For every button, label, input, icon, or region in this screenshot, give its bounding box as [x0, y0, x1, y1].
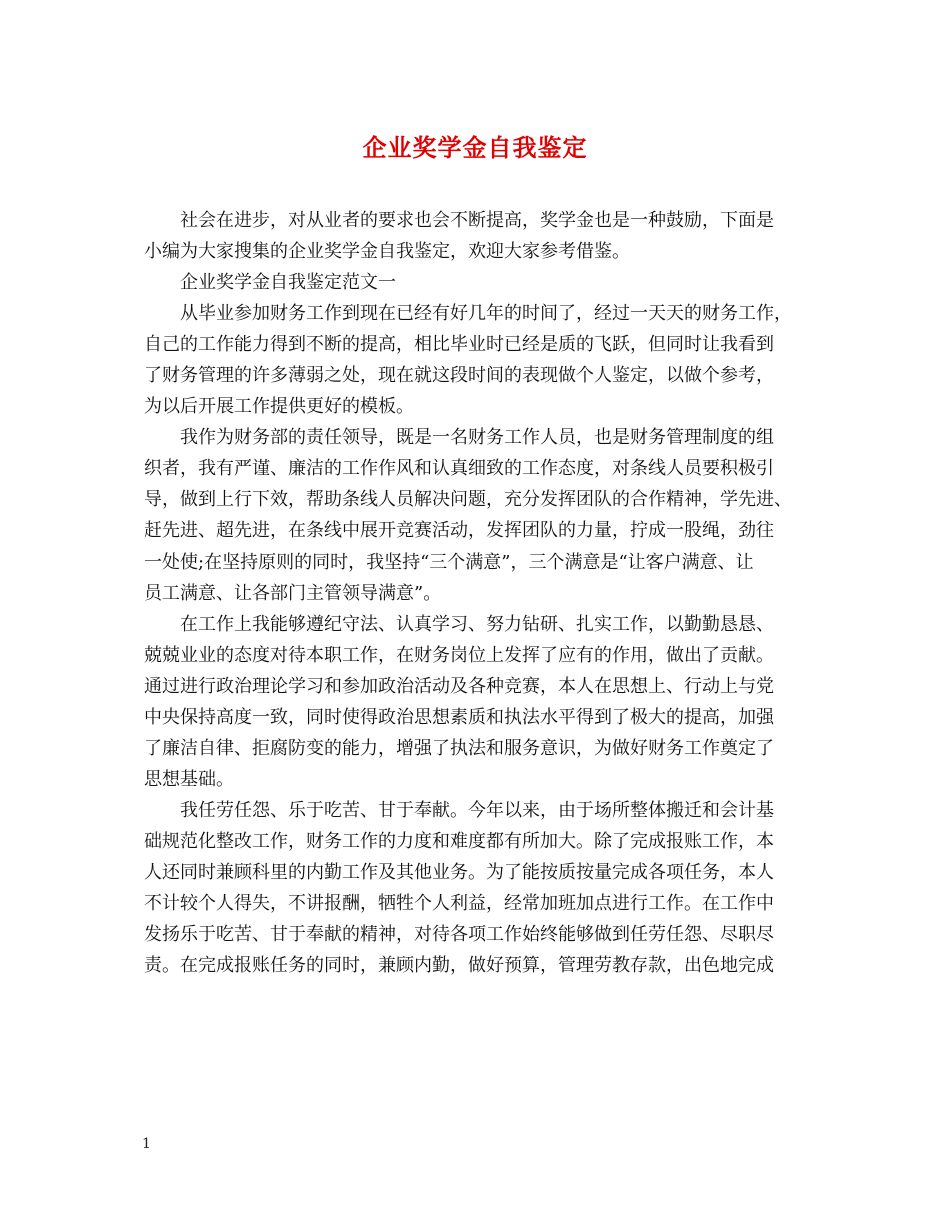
paragraph-line: 自己的工作能力得到不断的提高，相比毕业时已经是质的飞跃，但同时让我看到 — [144, 334, 774, 356]
paragraph-line: 了廉洁自律、拒腐防变的能力，增强了执法和服务意识，为做好财务工作奠定了 — [144, 737, 774, 759]
paragraph-line: 我任劳任怨、乐于吃苦、甘于奉献。今年以来，由于场所整体搬迁和会计基 — [180, 799, 774, 821]
paragraph-line: 社会在进步，对从业者的要求也会不断提高，奖学金也是一种鼓励，下面是 — [180, 210, 774, 231]
paragraph-line: 导，做到上行下效，帮助条线人员解决问题，充分发挥团队的合作精神，学先进、 — [144, 489, 792, 511]
paragraph-line: 赶先进、超先进，在条线中展开竞赛活动，发挥团队的力量，拧成一股绳，劲往 — [144, 520, 774, 542]
paragraph-line: 在工作上我能够遵纪守法、认真学习、努力钻研、扎实工作，以勤勤恳恳、 — [180, 613, 774, 635]
page-number: 1 — [142, 1136, 151, 1152]
paragraph-line: 为以后开展工作提供更好的模板。 — [144, 396, 414, 418]
section-heading: 企业奖学金自我鉴定范文一 — [180, 272, 396, 294]
paragraph-line: 发扬乐于吃苦、甘于奉献的精神，对待各项工作始终能够做到任劳任怨、尽职尽 — [144, 924, 774, 946]
paragraph-line: 织者，我有严谨、廉洁的工作作风和认真细致的工作态度，对条线人员要积极引 — [144, 458, 774, 480]
paragraph-line: 责。在完成报账任务的同时，兼顾内勤，做好预算，管理劳教存款，出色地完成 — [144, 955, 774, 977]
paragraph-line: 了财务管理的许多薄弱之处，现在就这段时间的表现做个人鉴定，以做个参考， — [144, 365, 774, 387]
paragraph-line: 员工满意、让各部门主管领导满意”。 — [144, 582, 442, 604]
paragraph-line: 思想基础。 — [144, 768, 234, 790]
paragraph-line: 一处使;在坚持原则的同时，我坚持“三个满意”，三个满意是“让客户满意、让 — [144, 551, 754, 573]
document-body — [144, 205, 824, 981]
document-title: 企业奖学金自我鉴定 — [362, 133, 588, 162]
paragraph-line: 通过进行政治理论学习和参加政治活动及各种竞赛，本人在思想上、行动上与党 — [144, 675, 774, 697]
paragraph-line: 础规范化整改工作，财务工作的力度和难度都有所加大。除了完成报账工作，本 — [144, 830, 774, 852]
paragraph-line: 从毕业参加财务工作到现在已经有好几年的时间了，经过一天天的财务工作， — [180, 303, 792, 325]
paragraph-line: 中央保持高度一致，同时使得政治思想素质和执法水平得到了极大的提高，加强 — [144, 706, 774, 728]
paragraph-line: 兢兢业业的态度对待本职工作，在财务岗位上发挥了应有的作用，做出了贡献。 — [144, 644, 774, 666]
paragraph-line: 我作为财务部的责任领导，既是一名财务工作人员，也是财务管理制度的组 — [180, 427, 774, 449]
paragraph-line: 小编为大家搜集的企业奖学金自我鉴定，欢迎大家参考借鉴。 — [144, 241, 630, 263]
paragraph-line: 不计较个人得失，不讲报酬，牺牲个人利益，经常加班加点进行工作。在工作中 — [144, 893, 774, 915]
paragraph-line: 人还同时兼顾科里的内勤工作及其他业务。为了能按质按量完成各项任务，本人 — [144, 861, 774, 883]
